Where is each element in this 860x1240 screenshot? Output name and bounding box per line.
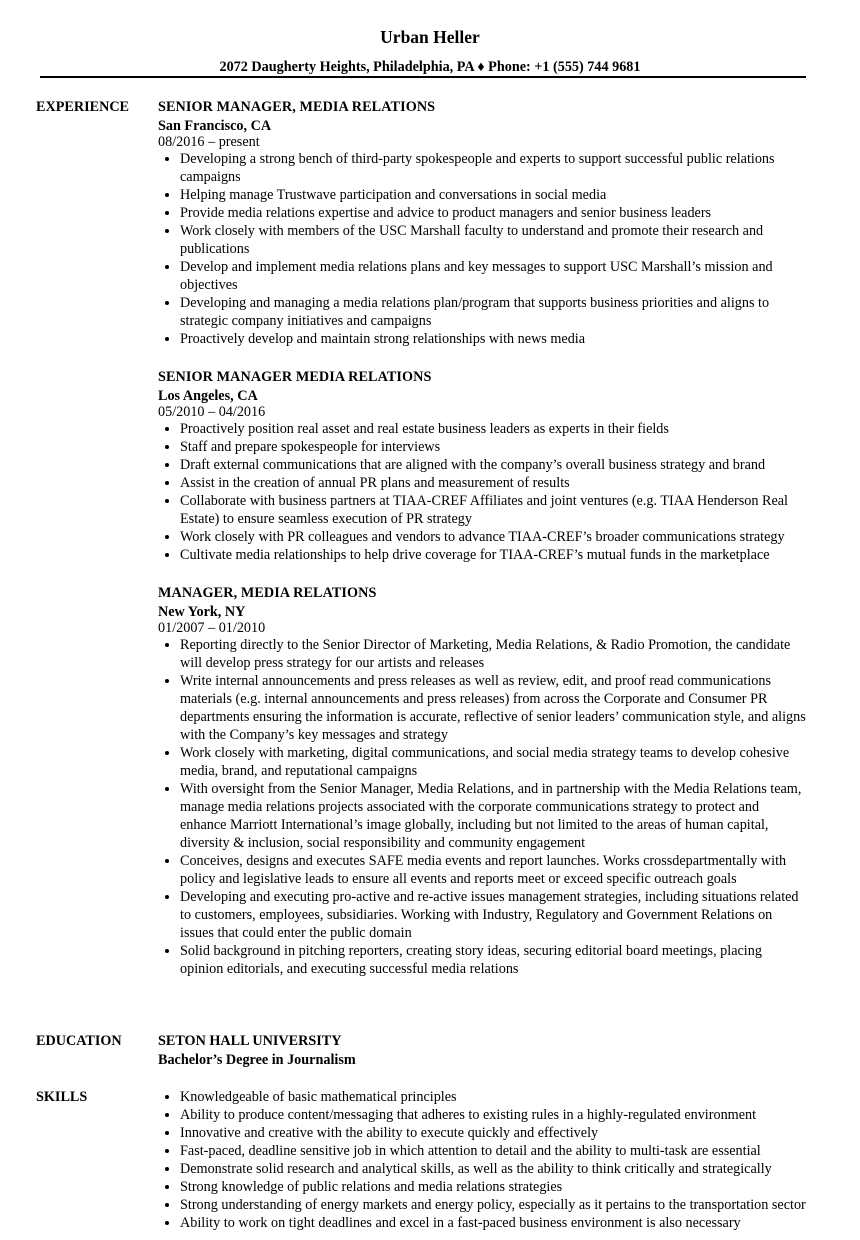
bullet-item: Cultivate media relationships to help drive coverage for TIAA-CREF’s mutual funds in the marketplace [158, 546, 808, 564]
degree: Bachelor’s Degree in Journalism [158, 1052, 356, 1068]
resume-header [0, 26, 860, 76]
job-entry [158, 584, 808, 978]
bullet-item: Collaborate with business partners at TIAA-CREF Affiliates and joint ventures (e.g. TIAA Henderson Real Estate) to ensure seamless execution of PR strategy [158, 492, 808, 528]
section-label-skills: SKILLS [36, 1089, 88, 1105]
phone: Phone: +1 (555) 744 9681 [488, 59, 641, 75]
address: 2072 Daugherty Heights, Philadelphia, PA [219, 59, 474, 75]
job-title: SENIOR MANAGER, MEDIA RELATIONS [158, 99, 436, 115]
job-entry [158, 98, 808, 348]
header-divider [40, 76, 806, 78]
job-dates: 01/2007 – 01/2010 [158, 620, 266, 636]
skill-item: Strong knowledge of public relations and media relations strategies [158, 1178, 808, 1196]
education-entry [158, 1032, 808, 1069]
skill-item: Innovative and creative with the ability to execute quickly and effectively [158, 1124, 808, 1142]
job-title: SENIOR MANAGER MEDIA RELATIONS [158, 369, 432, 385]
skill-item: Ability to work on tight deadlines and excel in a fast-paced business environment is also necessary [158, 1214, 808, 1232]
job-dates: 05/2010 – 04/2016 [158, 404, 266, 420]
skill-item: Knowledgeable of basic mathematical principles [158, 1088, 808, 1106]
bullet-item: Work closely with members of the USC Marshall faculty to understand and promote their research and publications [158, 222, 808, 258]
job-bullets [158, 636, 808, 978]
bullet-item: With oversight from the Senior Manager, Media Relations, and in partnership with the Media Relations team, manage media relations projects associated with the corporate communications strategy to protect and enhance Marriott International’s image globally, including but not limited to the areas of human capital, diversity & inclusion, social responsibility and community engagement [158, 780, 808, 852]
contact-line [0, 58, 860, 76]
job-title: MANAGER, MEDIA RELATIONS [158, 585, 377, 601]
skills-list [158, 1088, 808, 1232]
bullet-item: Assist in the creation of annual PR plans and measurement of results [158, 474, 808, 492]
bullet-item: Helping manage Trustwave participation and conversations in social media [158, 186, 808, 204]
job-entry [158, 368, 808, 564]
bullet-item: Proactively position real asset and real estate business leaders as experts in their fields [158, 420, 808, 438]
job-dates: 08/2016 – present [158, 134, 260, 150]
bullet-item: Proactively develop and maintain strong relationships with news media [158, 330, 808, 348]
bullet-item: Develop and implement media relations plans and key messages to support USC Marshall’s mission and objectives [158, 258, 808, 294]
job-location: New York, NY [158, 604, 246, 620]
bullet-item: Developing a strong bench of third-party spokespeople and experts to support successful public relations campaigns [158, 150, 808, 186]
job-bullets [158, 150, 808, 348]
section-label-experience: EXPERIENCE [36, 99, 130, 115]
skill-item: Ability to produce content/messaging that adheres to existing rules in a highly-regulated environment [158, 1106, 808, 1124]
bullet-item: Work closely with PR colleagues and vendors to advance TIAA-CREF’s broader communications strategy [158, 528, 808, 546]
bullet-item: Work closely with marketing, digital communications, and social media strategy teams to develop cohesive media, brand, and reputational campaigns [158, 744, 808, 780]
bullet-item: Provide media relations expertise and advice to product managers and senior business leaders [158, 204, 808, 222]
bullet-item: Conceives, designs and executes SAFE media events and report launches. Works crossdepartmentally with policy and legislative leads to ensure all events and reports meet or exceed specific outreach goals [158, 852, 808, 888]
skill-item: Demonstrate solid research and analytical skills, as well as the ability to think critically and strategically [158, 1160, 808, 1178]
bullet-item: Draft external communications that are aligned with the company’s overall business strategy and brand [158, 456, 808, 474]
bullet-item: Reporting directly to the Senior Director of Marketing, Media Relations, & Radio Promotion, the candidate will develop press strategy for our artists and releases [158, 636, 808, 672]
bullet-item: Solid background in pitching reporters, creating story ideas, securing editorial board meetings, placing opinion editorials, and executing successful media relations [158, 942, 808, 978]
job-bullets [158, 420, 808, 564]
candidate-name: Urban Heller [380, 27, 480, 47]
skill-item: Fast-paced, deadline sensitive job in which attention to detail and the ability to multi-task are essential [158, 1142, 808, 1160]
job-location: Los Angeles, CA [158, 388, 258, 404]
bullet-item: Developing and managing a media relations plan/program that supports business priorities and aligns to strategic company initiatives and campaigns [158, 294, 808, 330]
skills-list-container [158, 1088, 808, 1232]
bullet-item: Write internal announcements and press releases as well as review, edit, and proof read communications materials (e.g. internal announcements and press releases) from across the Corporate and Consumer PR departments ensuring the information is accurate, reflective of senior leaders’ communication style, and aligns with the Company’s key messages and strategy [158, 672, 808, 744]
bullet-item: Developing and executing pro-active and re-active issues management strategies, including situations related to customers, employees, subsidiaries. Working with Industry, Regulatory and Government Relations on issues that could enter the public domain [158, 888, 808, 942]
job-location: San Francisco, CA [158, 118, 272, 134]
school-name: SETON HALL UNIVERSITY [158, 1033, 342, 1049]
section-label-education: EDUCATION [36, 1033, 122, 1049]
bullet-item: Staff and prepare spokespeople for interviews [158, 438, 808, 456]
experience-list [158, 98, 808, 996]
skill-item: Strong understanding of energy markets and energy policy, especially as it pertains to the transportation sector [158, 1196, 808, 1214]
diamond-separator-icon: ♦ [477, 59, 485, 75]
